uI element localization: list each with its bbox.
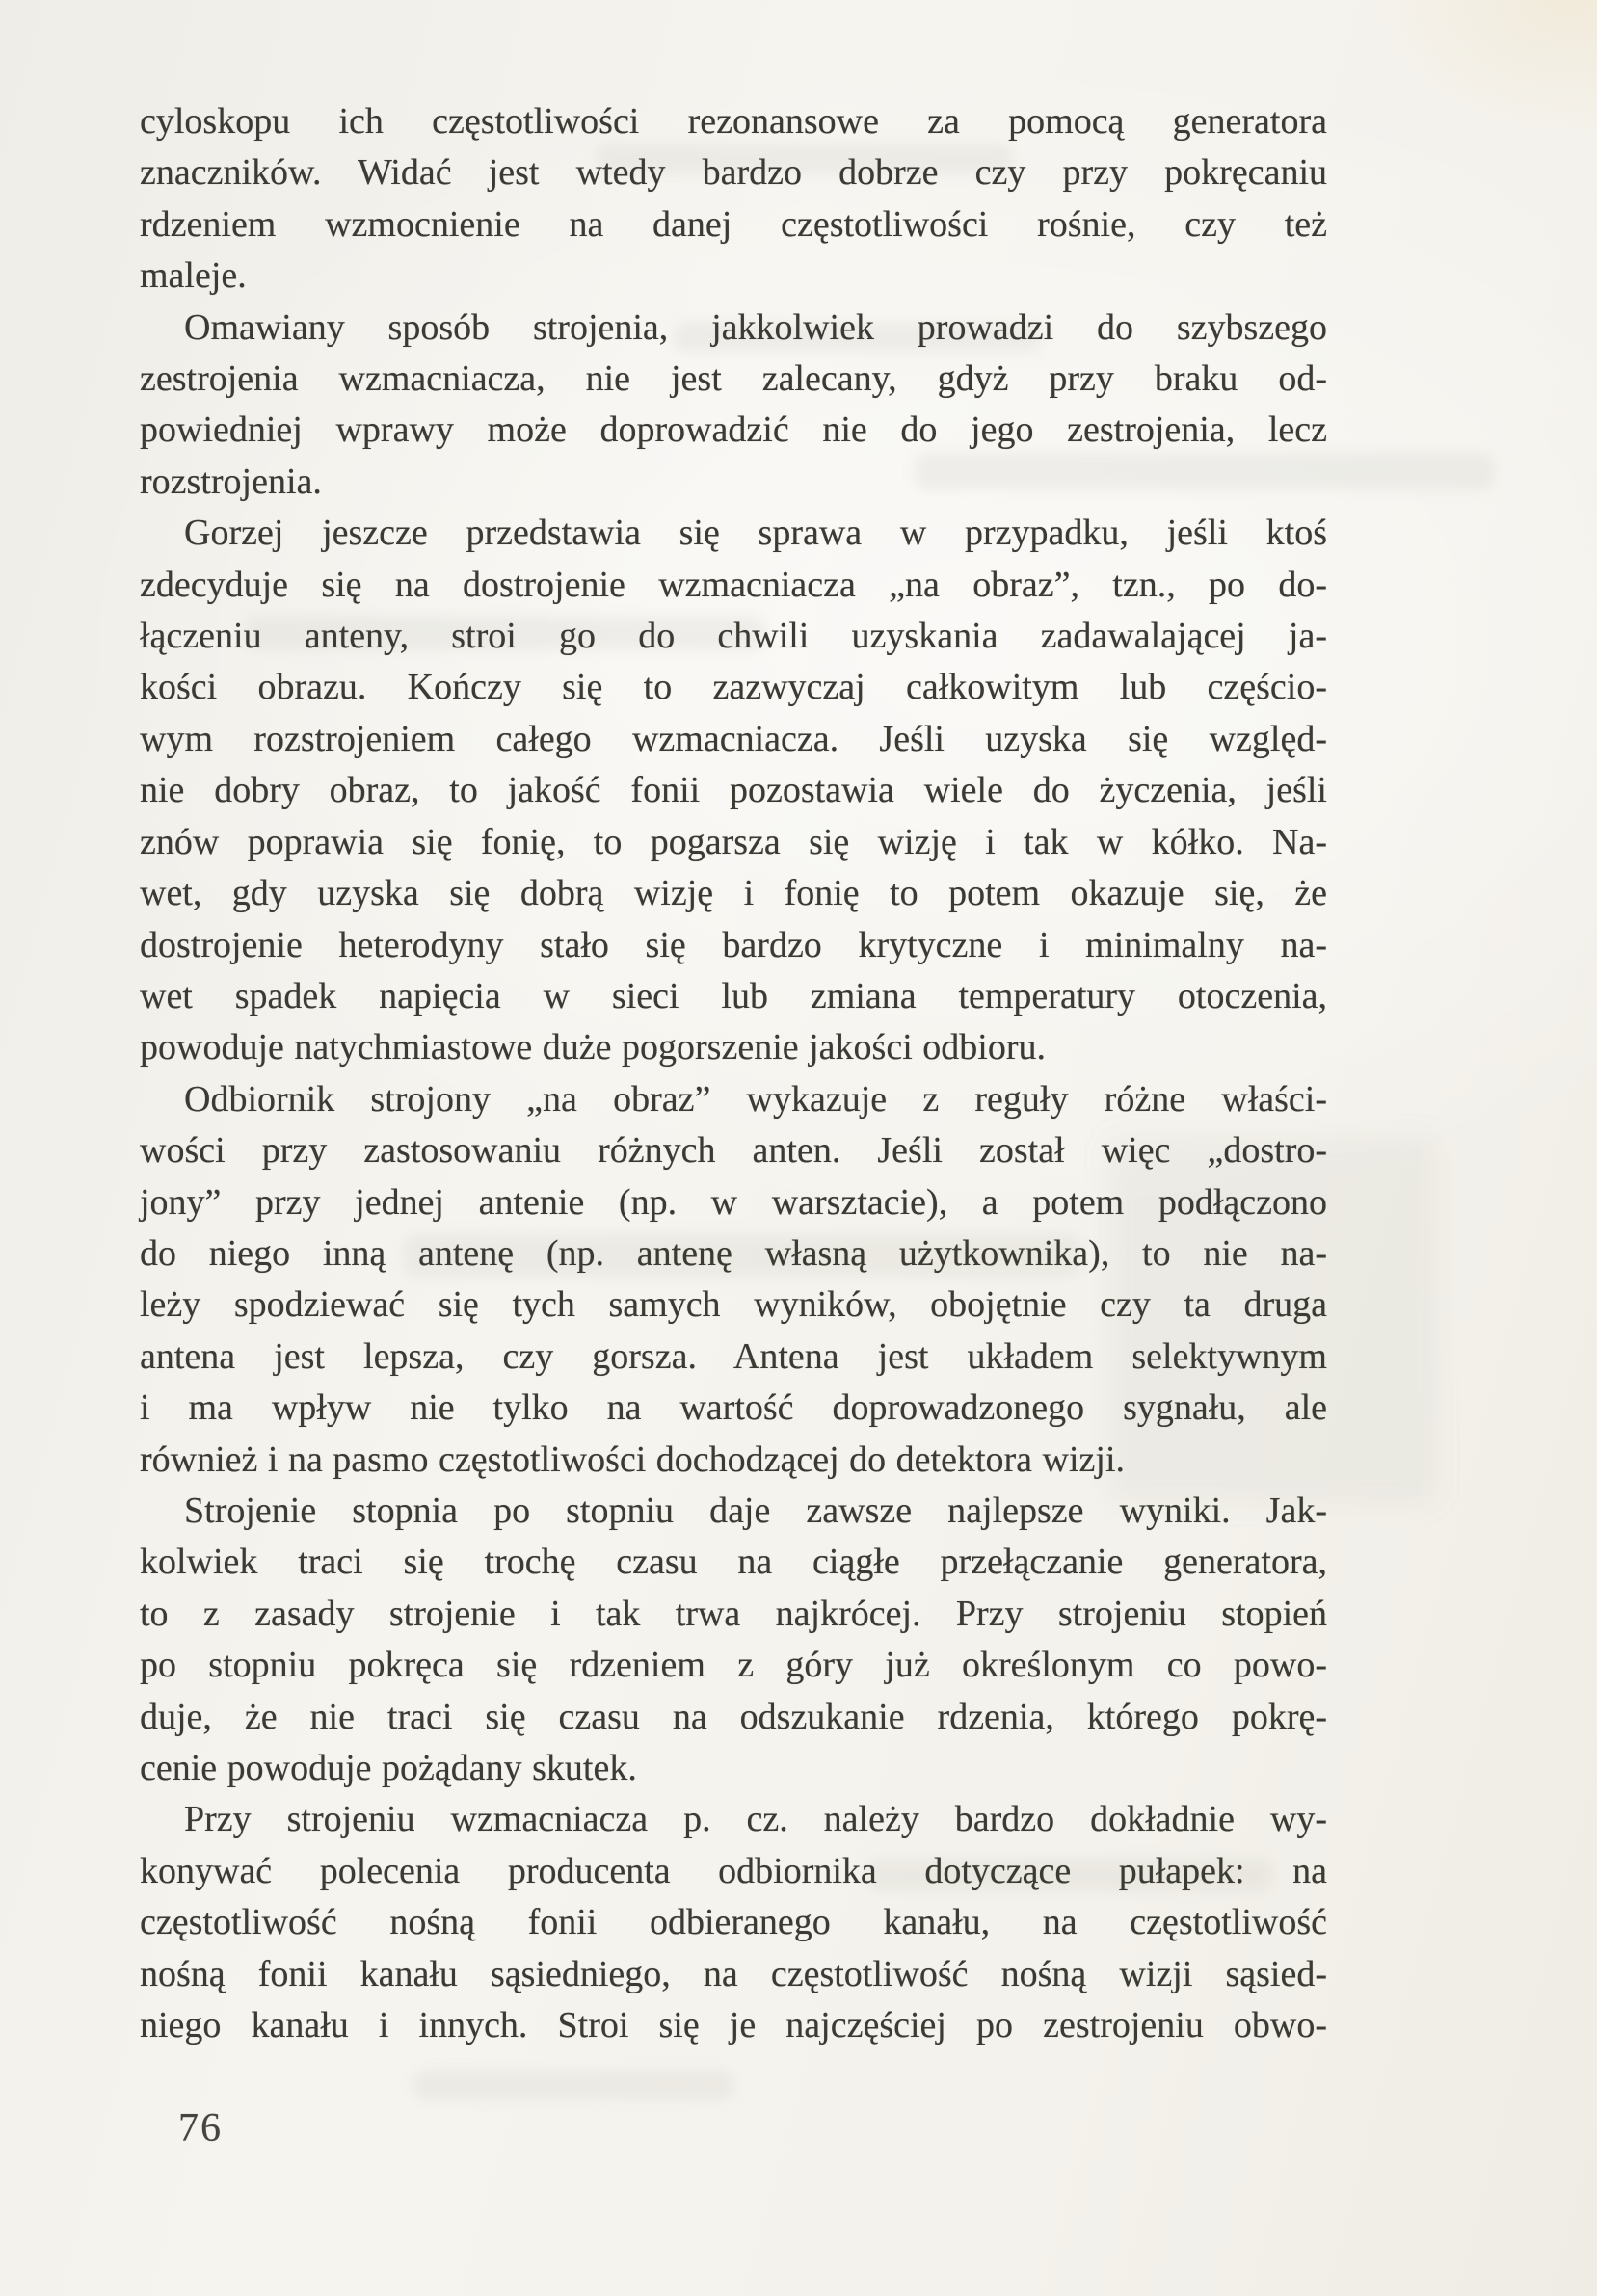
text-line: Odbiornik strojony „na obraz” wykazuje z reguły różne właści- — [184, 1078, 1327, 1120]
text-line: wet, gdy uzyska się dobrą wizję i fonię to potem okazuje się, że — [140, 873, 1327, 914]
paragraph — [140, 1074, 1327, 1486]
text-line: częstotliwość nośną fonii odbieranego kanału, na częstotliwość — [140, 1902, 1327, 1943]
paragraph — [140, 1486, 1327, 1794]
text-line: rdzeniem wzmocnienie na danej częstotliwości rośnie, czy też — [140, 203, 1327, 245]
show-through-smudge — [414, 2072, 732, 2098]
body-text — [140, 96, 1327, 2051]
text-line: znaczników. Widać jest wtedy bardzo dobrze czy przy pokręcaniu — [140, 152, 1327, 194]
text-line: Omawiany sposób strojenia, jakkolwiek prowadzi do szybszego — [184, 306, 1327, 348]
text-line: duje, że nie traci się czasu na odszukanie rdzenia, którego pokrę- — [140, 1696, 1327, 1737]
text-line: powoduje natychmiastowe duże pogorszenie jakości odbioru. — [140, 1027, 1046, 1069]
text-line: to z zasady strojenie i tak trwa najkrócej. Przy strojeniu stopień — [140, 1593, 1327, 1634]
page-number: 76 — [178, 2106, 223, 2151]
paragraph — [140, 96, 1327, 303]
text-line: nie dobry obraz, to jakość fonii pozostawia wiele do życzenia, jeśli — [140, 770, 1327, 811]
text-line: dostrojenie heterodyny stało się bardzo krytyczne i minimalny na- — [140, 924, 1327, 965]
text-line: i ma wpływ nie tylko na wartość doprowadzonego sygnału, ale — [140, 1387, 1327, 1429]
text-line: do niego inną antenę (np. antenę własną użytkownika), to nie na- — [140, 1232, 1327, 1274]
text-line: znów poprawia się fonię, to pogarsza się wizję i tak w kółko. Na- — [140, 821, 1327, 862]
text-line: konywać polecenia producenta odbiornika dotyczące pułapek: na — [140, 1850, 1327, 1891]
text-line: Strojenie stopnia po stopniu daje zawsze najlepsze wyniki. Jak- — [184, 1490, 1327, 1531]
text-line: po stopniu pokręca się rdzeniem z góry już określonym co powo- — [140, 1645, 1327, 1686]
text-line: rozstrojenia. — [140, 461, 322, 502]
text-line: leży spodziewać się tych samych wyników, obojętnie czy ta druga — [140, 1284, 1327, 1326]
text-line: jony” przy jednej antenie (np. w warsztacie), a potem podłączono — [140, 1181, 1327, 1223]
text-line: niego kanału i innych. Stroi się je najczęściej po zestrojeniu obwo- — [140, 2005, 1327, 2046]
text-line: antena jest lepsza, czy gorsza. Antena jest układem selektywnym — [140, 1335, 1327, 1377]
text-line: wym rozstrojeniem całego wzmacniacza. Jeśli uzyska się względ- — [140, 718, 1327, 759]
text-line: cenie powoduje pożądany skutek. — [140, 1748, 637, 1788]
scan-corner-tint — [1366, 0, 1597, 135]
text-line: również i na pasmo częstotliwości dochodzącej do detektora wizji. — [140, 1438, 1126, 1480]
text-line: maleje. — [140, 255, 247, 297]
text-line: powiedniej wprawy może doprowadzić nie do jego zestrojenia, lecz — [140, 409, 1327, 451]
text-line: kolwiek traci się trochę czasu na ciągłe przełączanie generatora, — [140, 1542, 1327, 1583]
paragraph — [140, 1794, 1327, 2051]
text-line: zestrojenia wzmacniacza, nie jest zalecany, gdyż przy braku od- — [140, 358, 1327, 400]
text-line: wości przy zastosowaniu różnych anten. Jeśli został więc „dostro- — [140, 1130, 1327, 1172]
text-line: nośną fonii kanału sąsiedniego, na częstotliwość nośną wizji sąsied- — [140, 1953, 1327, 1994]
text-line: zdecyduje się na dostrojenie wzmacniacza „na obraz”, tzn., po do- — [140, 564, 1327, 605]
text-line: Przy strojeniu wzmacniacza p. cz. należy bardzo dokładnie wy- — [184, 1799, 1327, 1840]
text-line: Gorzej jeszcze przedstawia się sprawa w przypadku, jeśli ktoś — [184, 513, 1327, 554]
text-line: cyloskopu ich częstotliwości rezonansowe za pomocą generatora — [140, 101, 1327, 142]
text-line: łączeniu anteny, stroi go do chwili uzyskania zadawalającej ja- — [140, 616, 1327, 657]
text-line: kości obrazu. Kończy się to zazwyczaj całkowitym lub częścio- — [140, 667, 1327, 708]
text-line: wet spadek napięcia w sieci lub zmiana temperatury otoczenia, — [140, 975, 1327, 1016]
paragraph — [140, 303, 1327, 509]
paragraph — [140, 508, 1327, 1073]
